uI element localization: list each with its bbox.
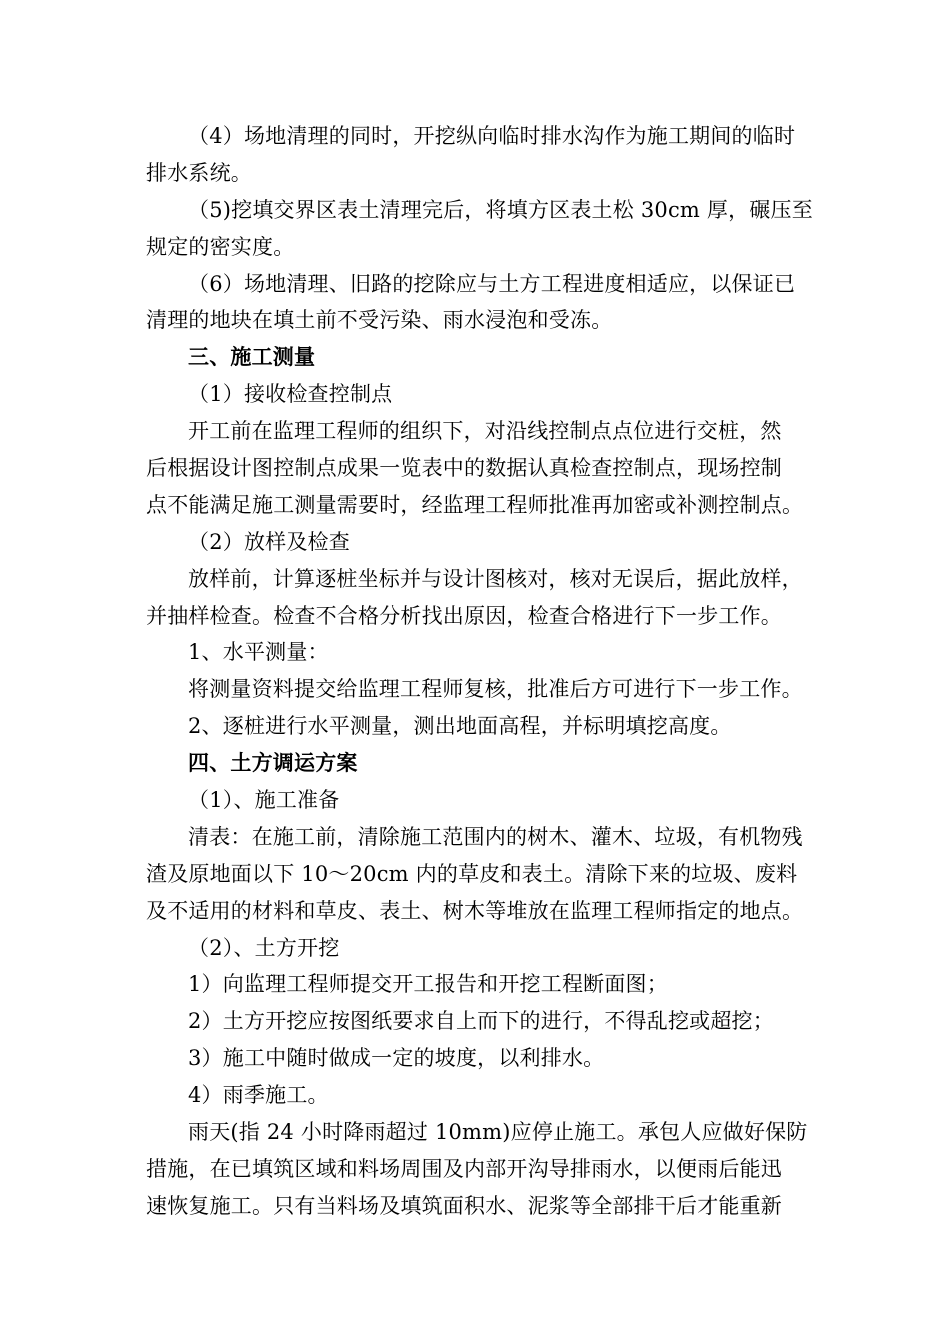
text-line: 4）雨季施工。 [188, 1083, 329, 1108]
text-line: 措施，在已填筑区域和料场周围及内部开沟导排雨水，以便雨后能迅 [146, 1156, 782, 1181]
text-line: （2）、土方开挖 [188, 935, 340, 960]
text-line: （5)挖填交界区表土清理完后，将填方区表土松 30cm 厚，碾压至 [188, 197, 813, 222]
text-line: 3）施工中随时做成一定的坡度，以利排水。 [188, 1046, 605, 1071]
text-line: 后根据设计图控制点成果一览表中的数据认真检查控制点，现场控制 [146, 456, 782, 481]
text-line: 2）土方开挖应按图纸要求自上而下的进行，不得乱挖或超挖； [188, 1009, 774, 1034]
document-page [146, 118, 826, 1225]
text-line: （6）场地清理、旧路的挖除应与土方工程进度相适应，以保证已 [188, 271, 796, 296]
section-heading: 三、施工测量 [188, 344, 316, 370]
text-line: 并抽样检查。检查不合格分析找出原因，检查合格进行下一步工作。 [146, 603, 782, 628]
text-line: （4）场地清理的同时，开挖纵向临时排水沟作为施工期间的临时 [188, 124, 796, 148]
text-line: 速恢复施工。只有当料场及填筑面积水、泥浆等全部排干后才能重新 [146, 1193, 782, 1218]
text-line: 雨天(指 24 小时降雨超过 10mm)应停止施工。承包人应做好保防 [188, 1120, 808, 1145]
text-line: 清表：在施工前，清除施工范围内的树木、灌木、垃圾，有机物残 [188, 824, 803, 849]
text-line: 开工前在监理工程师的组织下，对沿线控制点点位进行交桩，然 [188, 419, 782, 444]
text-line: 点不能满足施工测量需要时，经监理工程师批准再加密或补测控制点。 [146, 492, 804, 517]
text-line: 规定的密实度。 [146, 234, 295, 259]
text-line: 1）向监理工程师提交开工报告和开挖工程断面图； [188, 972, 668, 997]
text-line: （1）、施工准备 [188, 788, 340, 813]
section-heading: 四、土方调运方案 [188, 750, 358, 776]
text-line: 1、水平测量： [188, 640, 329, 665]
text-line: 排水系统。 [146, 160, 252, 185]
text-line: 清理的地块在填土前不受污染、雨水浸泡和受冻。 [146, 308, 613, 333]
text-line: （2）放样及检查 [188, 529, 350, 554]
text-line: 放样前，计算逐桩坐标并与设计图核对，核对无误后，据此放样， [188, 566, 803, 591]
text-line: 2、逐桩进行水平测量，测出地面高程，并标明填挖高度。 [188, 714, 732, 739]
text-line: 渣及原地面以下 10～20cm 内的草皮和表土。清除下来的垃圾、废料 [146, 861, 798, 886]
text-line: 将测量资料提交给监理工程师复核，批准后方可进行下一步工作。 [188, 677, 803, 702]
text-line: （1）接收检查控制点 [188, 382, 393, 407]
text-line: 及不适用的材料和草皮、表土、树木等堆放在监理工程师指定的地点。 [146, 898, 804, 923]
